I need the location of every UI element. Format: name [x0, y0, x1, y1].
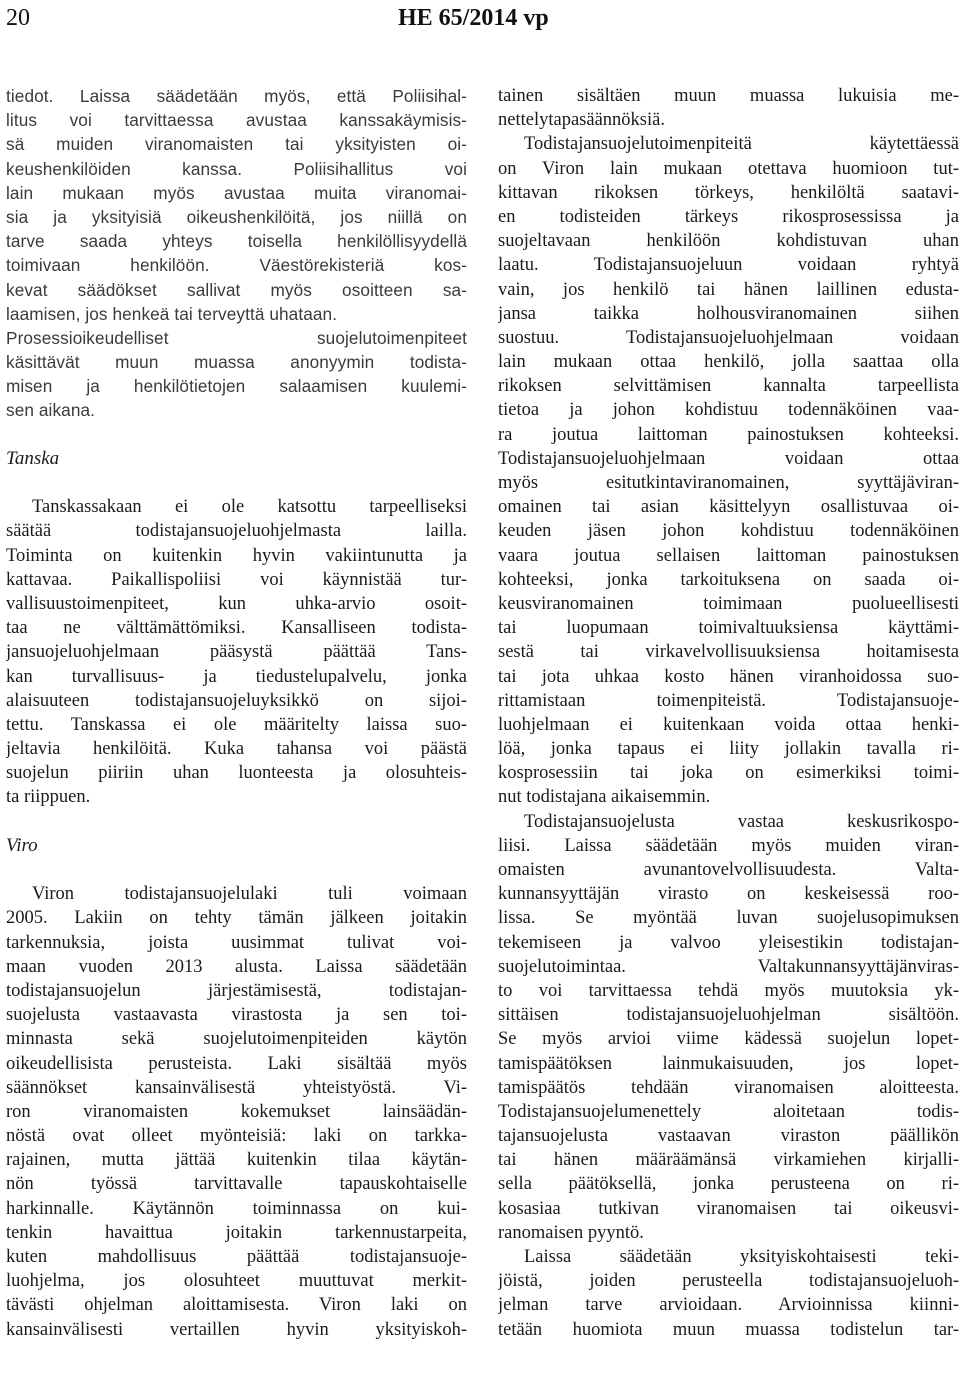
text-line: litus voi tarvittaessa avustaa kanssakäymisis-: [6, 110, 467, 131]
text-line: laatu. Todistajansuojeluun voidaan ryhtyä: [498, 255, 959, 276]
text-line: oikeudellisista perusteista. Laki sisältää myös: [6, 1053, 467, 1074]
text-line: kosprosessiin tai joka on esimerkiksi toimi-: [498, 763, 959, 784]
text-line: rajainen, mutta jättää kuitenkin tilaa käytän-: [6, 1150, 467, 1171]
text-line: vain, jos henkilö tai hänen laillinen edusta-: [498, 279, 959, 300]
text-line: tietoa ja johon kohdistuu todennäköinen vaa-: [498, 400, 959, 421]
text-line: omaisten avunantovelvollisuudesta. Valta-: [498, 860, 959, 880]
text-line: ra joutua laittoman painostuksen kohteeksi.: [498, 424, 959, 445]
text-line: kattavaa. Paikallispoliisi voi käynnistää tur-: [6, 569, 467, 590]
text-line: keushenkilöiden kanssa. Poliisihallitus voi: [6, 158, 467, 179]
text-line: jeltavia henkilöitä. Kuka tahansa voi päästä: [6, 739, 467, 760]
text-line: tai jota uhkaa kosto hänen viranhoidossa suo-: [498, 666, 959, 687]
text-line: maan vuoden 2013 alusta. Laissa säädetään: [6, 956, 467, 977]
text-line: sia ja yksityisiä oikeushenkilöitä, jos niillä on: [6, 206, 467, 227]
text-line: keusviranomainen toimimaan puolueellisesti: [498, 593, 959, 614]
text-line: kuten mahdollisuus päättää todistajansuoje-: [6, 1247, 467, 1267]
text-line: 2005. Lakiin on tehty tämän jälkeen joitakin: [6, 908, 467, 929]
text-line: laamisen, jos henkeä tai terveyttä uhataan.: [6, 303, 338, 324]
text-line: suojeltavaan henkilöön kohdistuvan uhan: [498, 231, 959, 252]
text-line: sittäisen todistajansuojeluohjelman sisältöön.: [498, 1005, 959, 1026]
text-line: tettu. Tanskassa ei ole määritelty laissa suo-: [6, 714, 467, 735]
text-line: sä muiden viranomaisten tai yksityisten oi-: [6, 134, 467, 155]
text-line: en todisteiden tärkeys rikosprosessissa ja: [498, 206, 959, 227]
text-line: suojelun piiriin uhan luonteesta ja olosuhteis-: [6, 763, 467, 784]
text-line: Se myös arvioi viime kädessä suojelun lopet-: [498, 1029, 959, 1050]
text-line: vallisuustoimenpiteet, kun uhka-arvio osoit-: [6, 593, 467, 614]
text-line: lain mukaan myös avustaa muita viranomai-: [6, 182, 467, 203]
text-line: kittavan rikoksen törkeys, henkilöltä saatavi-: [498, 182, 959, 203]
text-line: Prosessioikeudelliset suojelutoimenpiteet: [6, 327, 467, 348]
text-line: säännökset kansainvälisestä yhteistyöstä. Vi-: [6, 1077, 467, 1098]
text-line: tetään huomiota muun muassa todistelun tar-: [498, 1319, 959, 1340]
text-line: nön työssä tarvittavalle tapauskohtaiselle: [6, 1174, 467, 1195]
right-text-column: [498, 84, 959, 1342]
text-line: tävästi ohjelman aloittamisesta. Viron laki on: [6, 1295, 467, 1316]
text-line: Viron todistajansuojelulaki tuli voimaan: [32, 884, 467, 905]
text-line: kunnansyyttäjän virasto on keskeisessä roo-: [498, 884, 959, 905]
text-line: taa ne välttämättömiksi. Kansalliseen todista-: [6, 618, 467, 639]
text-line: Laissa säädetään yksityiskohtaisesti teki-: [524, 1247, 959, 1267]
text-line: jöistä, joiden perusteella todistajansuojeluoh-: [498, 1271, 959, 1292]
text-line: alaisuuteen todistajansuojeluyksikkö on sijoi-: [6, 690, 467, 711]
text-line: myös esitutkintaviranomainen, syyttäjäviran-: [498, 473, 959, 493]
text-line: kansainvälisesti vertaillen hyvin yksityiskoh-: [6, 1319, 467, 1340]
text-line: jansa taikka holhousviranomainen siihen: [498, 303, 959, 324]
paragraph-gap: [6, 471, 467, 495]
text-line: ta riippuen.: [6, 787, 91, 808]
text-line: Todistajansuojeluohjelmaan voidaan ottaa: [498, 448, 959, 469]
text-line: Todistajansuojelumenettely aloitetaan todis-: [498, 1101, 959, 1122]
text-line: tai luopumaan toimivaltuuksiensa käyttämi-: [498, 618, 959, 639]
text-line: jelman tarve arvioidaan. Arvioinnissa kiinni-: [498, 1295, 959, 1316]
text-line: tenkin havaittua joitakin tarkennustarpeita,: [6, 1222, 467, 1243]
text-line: tai hänen määräämänsä virkamiehen kirjalli-: [498, 1150, 959, 1171]
text-line: suojelusta vastaavasta virastosta ja sen toi-: [6, 1005, 467, 1026]
text-line: löä, jonka tapaus ei liity jollakin tavalla ri-: [498, 739, 959, 760]
text-line: vaara joutua sellaisen laittoman painostuksen: [498, 545, 959, 566]
text-line: tarve saada yhteys toisella henkilöllisyydellä: [6, 231, 467, 252]
text-line: rittamistaan toimenpiteistä. Todistajansuoje-: [498, 690, 959, 711]
text-line: on Viron lain mukaan otettava huomioon tut-: [498, 158, 959, 179]
text-line: rikoksen selvittämisen kannalta tarpeellista: [498, 376, 959, 397]
page-number: 20: [6, 5, 30, 31]
text-line: kohteeksi, jonka tarkoituksena on saada oi-: [498, 569, 959, 590]
document-id: HE 65/2014 vp: [398, 5, 549, 31]
text-line: tekemiseen ja valvoo yleisestikin todistajan-: [498, 932, 959, 953]
text-line: keuden jäsen johon kohdistuu todennäköinen: [498, 521, 959, 542]
text-line: tarkennuksia, joista uusimmat tulivat voi-: [6, 932, 467, 953]
text-line: nut todistajana aikaisemmin.: [498, 787, 711, 808]
paragraph-gap: [6, 858, 467, 882]
text-line: ron viranomaisten kokemukset lainsäädän-: [6, 1101, 467, 1122]
text-line: käsittävät muun muassa anonyymin todista-: [6, 352, 467, 373]
paragraph-gap: [6, 423, 467, 447]
text-line: tainen sisältäen muun muassa lukuisia me-: [498, 86, 959, 106]
text-line: lain mukaan ottaa henkilö, jolla saattaa olla: [498, 352, 959, 373]
text-line: sestä tai virkavelvollisuuksiensa hoitamisesta: [498, 642, 959, 663]
text-line: misen ja henkilötietojen salaamisen kuulemi-: [6, 376, 467, 397]
text-line: ranomaisen pyyntö.: [498, 1222, 644, 1243]
text-line: todistajansuojelun järjestämisestä, todistajan-: [6, 980, 467, 1001]
text-line: sella päätöksellä, jonka perusteena on ri-: [498, 1174, 959, 1195]
text-line: kan turvallisuus- ja tiedustelupalvelu, jonka: [6, 666, 467, 687]
text-line: to voi tarvittaessa tehdä myös muutoksia yk-: [498, 980, 959, 1001]
section-heading: Viro: [6, 834, 38, 856]
text-line: minnasta sekä suojelutoimenpiteiden käytön: [6, 1029, 467, 1050]
text-line: säätää todistajansuojeluohjelmasta lailla.: [6, 521, 467, 542]
text-line: harkinnalle. Käytännön toiminnassa on kui-: [6, 1198, 467, 1219]
text-line: lissa. Se myöntää luvan suojelusopimuksen: [498, 908, 959, 929]
text-line: Toiminta on kuitenkin hyvin vakiintunutta ja: [6, 545, 467, 566]
text-line: tamispäätöksen lainmukaisuuden, jos lopet-: [498, 1053, 959, 1074]
text-line: omainen tai asian käsittelyyn osallistuvaa oi-: [498, 497, 959, 518]
text-line: suostuu. Todistajansuojeluohjelmaan voidaan: [498, 327, 959, 348]
text-line: jansuojeluohjelmaan pääsystä päättää Tans-: [6, 642, 467, 663]
text-line: tajansuojelusta vastaavan viraston päällikön: [498, 1126, 959, 1147]
text-line: luohjelma, jos olosuhteet muuttuvat merkit-: [6, 1271, 467, 1292]
text-line: kosasiaa tutkivan viranomaisen tai oikeusvi-: [498, 1198, 959, 1219]
paragraph-gap: [6, 810, 467, 834]
text-line: Tanskassakaan ei ole katsottu tarpeelliseksi: [32, 497, 467, 518]
text-line: kevat säädökset sallivat myös osoitteen sa-: [6, 279, 467, 300]
text-line: suojelutoimintaa. Valtakunnansyyttäjänviras-: [498, 956, 959, 977]
text-line: tiedot. Laissa säädetään myös, että Poliisihal-: [6, 86, 467, 106]
left-text-column: [6, 84, 467, 1342]
section-heading: Tanska: [6, 447, 60, 469]
text-line: tamispäätös tehdään viranomaisen aloitteesta.: [498, 1077, 959, 1098]
text-line: nöstä ovat olleet myönteisiä: laki on tarkka-: [6, 1126, 467, 1147]
text-line: toimivaan henkilöön. Väestörekisteriä kos-: [6, 255, 467, 276]
text-line: Todistajansuojelusta vastaa keskusrikospo-: [524, 811, 959, 832]
text-line: Todistajansuojelutoimenpiteitä käytettäessä: [524, 134, 959, 155]
text-line: luohjelmaan ei kuitenkaan voida ottaa henki-: [498, 714, 959, 735]
text-line: liisi. Laissa säädetään myös muiden viran-: [498, 835, 959, 856]
text-line: sen aikana.: [6, 400, 96, 421]
text-line: nettelytapasäännöksiä.: [498, 110, 665, 131]
